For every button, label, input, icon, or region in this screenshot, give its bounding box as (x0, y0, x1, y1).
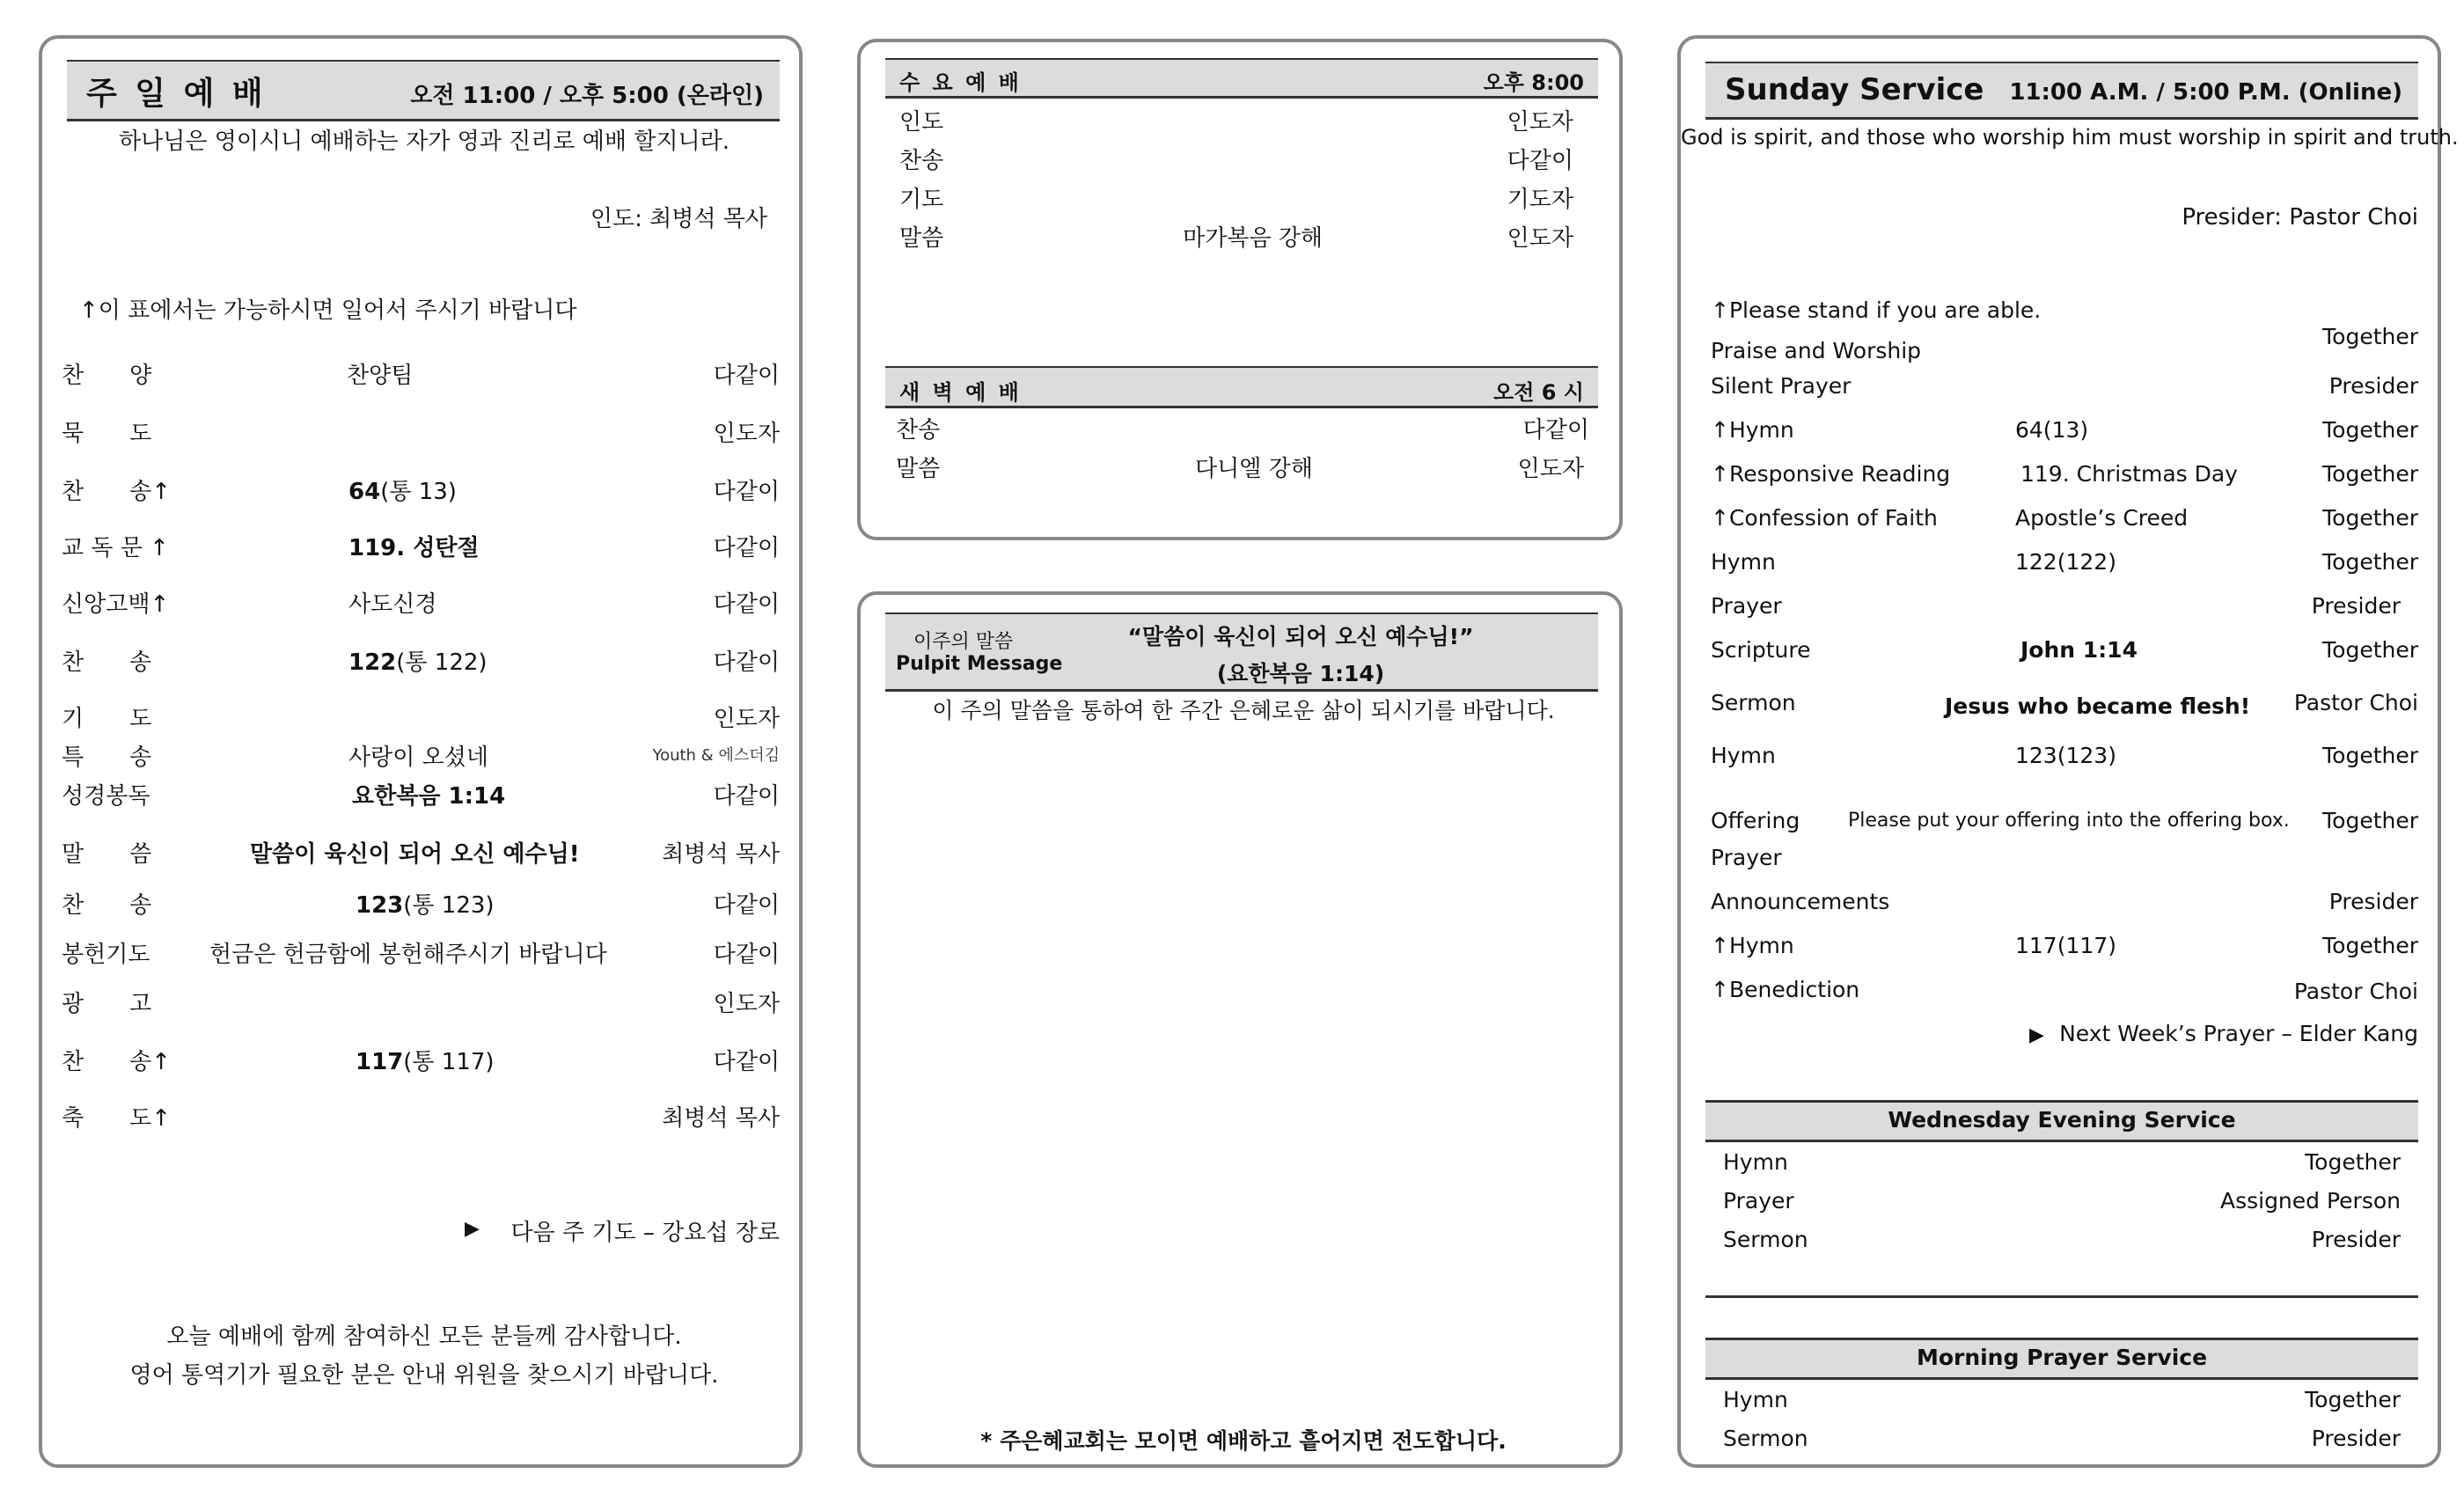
order-leader: 다같이 (713, 535, 780, 561)
order-leader: 다같이 (713, 1049, 780, 1075)
wednesday-en-title: Wednesday Evening Service (1888, 1107, 2236, 1133)
hymn-number: 117 (356, 1049, 404, 1075)
order-content: John 1:14 (2020, 637, 2138, 663)
order-item: ↑Hymn (1711, 933, 1794, 958)
order-item: Sermon (1711, 690, 1796, 715)
wednesday-en-leader: Together (2305, 1149, 2401, 1175)
order-item: Announcements (1711, 889, 1890, 914)
order-content: 요한복음 1:14 (352, 783, 506, 810)
korean-interpreter-note: 영어 통역기가 필요한 분은 안내 위원을 찾으시기 바랍니다. (129, 1362, 719, 1389)
order-content (348, 644, 488, 677)
order-leader: 다같이 (713, 783, 780, 810)
order-item: 찬 송 (62, 649, 152, 676)
play-arrow-icon: ▶ (2029, 1024, 2044, 1046)
order-leader: Together (2322, 324, 2418, 349)
order-content: 123(123) (2015, 743, 2116, 768)
order-leader: Presider (2328, 889, 2418, 914)
korean-weekday-panel (857, 39, 1623, 540)
order-leader: 인도자 (713, 706, 780, 732)
order-leader: Youth & 에스더김 (652, 746, 780, 765)
order-item: Scripture (1711, 637, 1811, 663)
english-sunday-title: Sunday Service (1725, 72, 1984, 107)
order-content (356, 1044, 495, 1076)
order-leader: 최병석 목사 (662, 1105, 780, 1132)
order-item: Prayer (1711, 845, 1782, 870)
order-leader: Pastor Choi (2293, 690, 2418, 715)
morning-en-leader: Presider (2311, 1426, 2401, 1451)
hymn-number: 64 (348, 479, 381, 505)
english-sunday-presider: Presider: Pastor Choi (2182, 204, 2418, 231)
order-leader: Pastor Choi (2293, 979, 2418, 1004)
order-leader: Together (2322, 743, 2418, 768)
wednesday-en-leader: Assigned Person (2219, 1188, 2401, 1214)
order-item: 교 독 문 ↑ (62, 535, 169, 561)
pulpit-label-en: Pulpit Message (896, 653, 1063, 675)
order-leader: Together (2322, 549, 2418, 575)
order-item: Offering (1711, 808, 1800, 833)
order-item: 광 고 (62, 991, 152, 1017)
order-item: 찬 송↑ (62, 1049, 172, 1075)
order-item: Silent Prayer (1711, 373, 1852, 399)
korean-sunday-stand-note: ↑이 표에서는 가능하시면 일어서 주시기 바랍니다 (79, 297, 577, 324)
order-leader: Together (2322, 933, 2418, 958)
order-leader: 최병석 목사 (662, 841, 780, 868)
hymn-number: 122 (348, 649, 397, 676)
wednesday-kr-item: 기도 (899, 187, 944, 213)
order-item: ↑Confession of Faith (1711, 505, 1938, 531)
pulpit-title-line1: “말씀이 육신이 되어 오신 예수님!” (1127, 624, 1474, 649)
church-motto: * 주은혜교회는 모이면 예배하고 흩어지면 전도합니다. (980, 1428, 1507, 1454)
wednesday-kr-title: 수 요 예 배 (899, 70, 1022, 95)
wednesday-kr-item: 말씀 (899, 225, 944, 252)
english-sunday-time: 11:00 A.M. / 5:00 P.M. (Online) (2009, 79, 2402, 106)
order-content: 사랑이 오셨네 (348, 744, 488, 771)
order-content (356, 887, 495, 920)
order-item: 찬 송↑ (62, 479, 172, 505)
order-content: 헌금은 헌금함에 봉헌해주시기 바랍니다 (209, 942, 607, 968)
pulpit-label-kr: 이주의 말씀 (913, 631, 1014, 653)
order-item: 성경봉독 (62, 783, 150, 810)
wednesday-kr-item: 인도 (899, 109, 944, 136)
korean-sunday-presider: 인도: 최병석 목사 (590, 206, 767, 232)
english-sunday-verse: God is spirit, and those who worship him must worship in spirit and truth. (1681, 125, 2459, 150)
order-item: 신앙고백↑ (62, 591, 170, 618)
order-item: Prayer (1711, 593, 1782, 619)
wednesday-en-item: Hymn (1723, 1149, 1788, 1175)
order-leader: Together (2322, 808, 2418, 833)
wednesday-kr-content: 마가복음 강해 (1183, 225, 1323, 252)
section-divider (1705, 1295, 2418, 1298)
dawn-kr-item: 찬송 (896, 417, 941, 444)
order-content: 찬양팀 (347, 363, 414, 389)
wednesday-en-item: Prayer (1723, 1188, 1794, 1214)
korean-next-prayer: 다음 주 기도 – 강요섭 장로 (510, 1220, 780, 1246)
english-sunday-panel (1677, 35, 2459, 1468)
order-leader: Together (2322, 461, 2418, 487)
order-leader: 다같이 (713, 363, 780, 389)
dawn-kr-content: 다니엘 강해 (1195, 456, 1313, 482)
order-leader: Together (2322, 637, 2418, 663)
hymn-unified-number: (통 117) (403, 1049, 495, 1075)
order-item: ↑Benediction (1711, 977, 1860, 1002)
korean-sunday-panel (39, 35, 803, 1468)
order-leader: 인도자 (713, 991, 780, 1017)
wednesday-kr-time: 오후 8:00 (1483, 70, 1584, 95)
wednesday-en-item: Sermon (1723, 1227, 1808, 1252)
play-arrow-icon: ▶ (465, 1218, 480, 1240)
dawn-kr-title: 새 벽 예 배 (899, 380, 1022, 405)
order-item: ↑Responsive Reading (1711, 461, 1951, 487)
korean-thanks: 오늘 예배에 함께 참여하신 모든 분들께 감사합니다. (166, 1324, 682, 1350)
order-content: Jesus who became flesh! (1945, 693, 2251, 719)
dawn-kr-leader: 다같이 (1522, 417, 1589, 444)
pulpit-wish: 이 주의 말씀을 통하여 한 주간 은혜로운 삶이 되시기를 바랍니다. (932, 698, 1555, 723)
order-leader: Presider (2328, 373, 2418, 399)
hymn-unified-number: (통 123) (403, 892, 495, 919)
order-content: 119. 성탄절 (348, 535, 480, 561)
order-leader: 다같이 (713, 942, 780, 968)
order-item: 말 씀 (62, 841, 152, 868)
hymn-unified-number: (통 122) (396, 649, 488, 676)
korean-sunday-title: 주 일 예 배 (86, 76, 267, 112)
order-item: ↑Hymn (1711, 417, 1794, 443)
order-leader: Together (2322, 417, 2418, 443)
order-content: 말씀이 육신이 되어 오신 예수님! (250, 841, 580, 868)
order-leader: Together (2322, 505, 2418, 531)
morning-en-item: Sermon (1723, 1426, 1808, 1451)
order-item: 축 도↑ (62, 1105, 172, 1132)
wednesday-en-leader: Presider (2311, 1227, 2401, 1252)
order-item: 봉헌기도 (62, 942, 150, 968)
hymn-unified-number: (통 13) (380, 479, 457, 505)
order-leader: 다같이 (713, 892, 780, 919)
korean-sunday-verse: 하나님은 영이시니 예배하는 자가 영과 진리로 예배 할지니라. (118, 128, 730, 155)
pulpit-panel (857, 591, 1623, 1468)
order-item: 기 도 (62, 706, 152, 732)
korean-sunday-time: 오전 11:00 / 오후 5:00 (온라인) (410, 83, 764, 109)
order-item: Hymn (1711, 743, 1776, 768)
order-content: 122(122) (2015, 549, 2116, 575)
order-item: Hymn (1711, 549, 1776, 575)
english-next-prayer: Next Week’s Prayer – Elder Kang (2059, 1021, 2418, 1046)
order-content: 사도신경 (348, 591, 437, 618)
order-item: 찬 양 (62, 363, 152, 389)
order-item: Praise and Worship (1711, 338, 1922, 363)
order-leader: Presider (2311, 593, 2401, 619)
order-content: 119. Christmas Day (2020, 461, 2238, 487)
dawn-kr-item: 말씀 (896, 456, 941, 482)
order-content: 117(117) (2015, 933, 2116, 958)
order-leader: 다같이 (713, 479, 780, 505)
order-item: 묵 도 (62, 421, 152, 447)
morning-en-title: Morning Prayer Service (1916, 1345, 2208, 1370)
order-leader: 다같이 (713, 591, 780, 618)
dawn-kr-time: 오전 6 시 (1493, 380, 1584, 405)
wednesday-kr-leader: 기도자 (1507, 187, 1573, 213)
english-stand-note: ↑Please stand if you are able. (1711, 297, 2042, 323)
order-content: Please put your offering into the offering box. (1848, 810, 2290, 832)
pulpit-title-line2: (요한복음 1:14) (1216, 661, 1385, 686)
wednesday-kr-item: 찬송 (899, 148, 944, 174)
order-content: Apostle’s Creed (2015, 505, 2189, 531)
morning-en-item: Hymn (1723, 1387, 1788, 1412)
wednesday-kr-leader: 인도자 (1507, 225, 1573, 252)
order-item: 특 송 (62, 744, 152, 771)
morning-en-leader: Together (2305, 1387, 2401, 1412)
wednesday-kr-leader: 다같이 (1507, 148, 1573, 174)
dawn-kr-leader: 인도자 (1517, 456, 1584, 482)
order-leader: 다같이 (713, 649, 780, 676)
hymn-number: 123 (356, 892, 404, 919)
order-content: 64(13) (2015, 417, 2089, 443)
order-content (348, 473, 457, 506)
order-leader: 인도자 (713, 421, 780, 447)
order-item: 찬 송 (62, 892, 152, 919)
wednesday-kr-leader: 인도자 (1507, 109, 1573, 136)
